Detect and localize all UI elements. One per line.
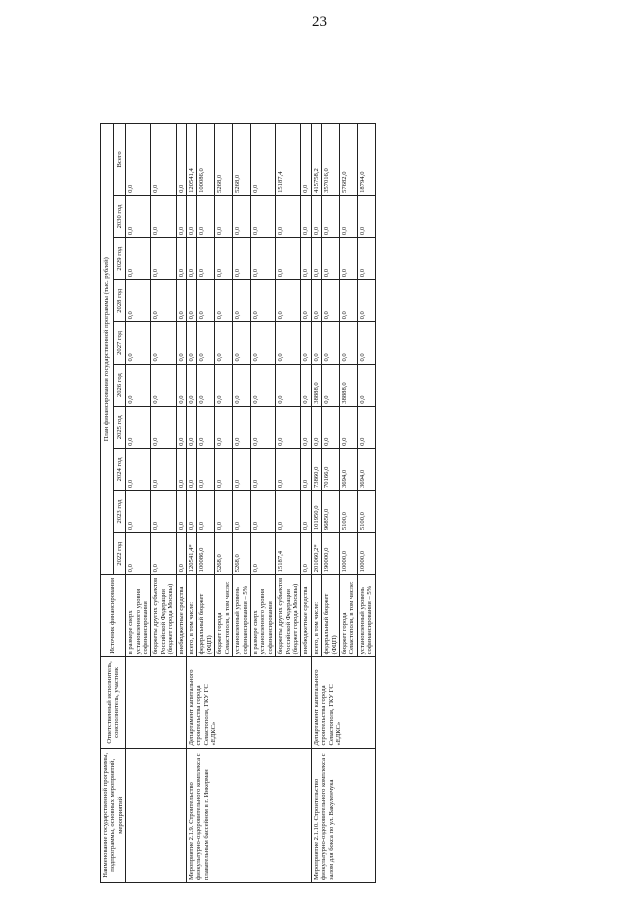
- value-cell: 0,0: [215, 280, 233, 322]
- value-cell: 0,0: [187, 448, 197, 490]
- total-cell: 15187,4: [276, 124, 301, 196]
- value-cell: 0,0: [322, 238, 340, 280]
- value-cell: 0,0: [187, 322, 197, 364]
- total-cell: 57682,0: [339, 124, 357, 196]
- value-cell: 0,0: [311, 280, 321, 322]
- value-cell: 0,0: [176, 195, 186, 237]
- value-cell: 0,0: [126, 491, 151, 533]
- value-cell: 70166,0: [322, 448, 340, 490]
- table-row: [311, 124, 321, 883]
- responsible-cell: Департамент капитального строительства города Севастополя, ГКУ ГС «ЕДКС»: [311, 657, 375, 748]
- value-cell: 0,0: [322, 406, 340, 448]
- value-cell: 0,0: [276, 448, 301, 490]
- value-cell: 0,0: [176, 533, 186, 575]
- value-cell: 0,0: [233, 448, 251, 490]
- total-cell: 0,0: [301, 124, 311, 196]
- value-cell: 0,0: [250, 195, 275, 237]
- value-cell: 0,0: [151, 195, 176, 237]
- value-cell: 5100,0: [357, 491, 375, 533]
- source-cell: внебюджетные средства: [301, 575, 311, 657]
- value-cell: 0,0: [301, 406, 311, 448]
- value-cell: 201060,2*: [311, 533, 321, 575]
- value-cell: 0,0: [339, 406, 357, 448]
- source-cell: в размере сверх установленного уровня софинансирования: [126, 575, 151, 657]
- value-cell: 0,0: [215, 322, 233, 364]
- value-cell: 38888,0: [311, 364, 321, 406]
- value-cell: 190000,0: [322, 533, 340, 575]
- value-cell: 0,0: [357, 406, 375, 448]
- value-cell: 0,0: [215, 364, 233, 406]
- value-cell: 0,0: [276, 280, 301, 322]
- total-cell: 0,0: [250, 124, 275, 196]
- value-cell: 0,0: [176, 448, 186, 490]
- value-cell: 0,0: [339, 322, 357, 364]
- value-cell: 0,0: [197, 238, 215, 280]
- value-cell: 0,0: [357, 195, 375, 237]
- total-cell: 415758,2: [311, 124, 321, 196]
- value-cell: 0,0: [250, 533, 275, 575]
- value-cell: 0,0: [322, 195, 340, 237]
- value-cell: 0,0: [250, 280, 275, 322]
- value-cell: 0,0: [215, 448, 233, 490]
- header-year: 2025 год: [113, 406, 126, 448]
- value-cell: 0,0: [126, 195, 151, 237]
- value-cell: 0,0: [357, 364, 375, 406]
- value-cell: 0,0: [126, 448, 151, 490]
- total-cell: 120541,4: [187, 124, 197, 196]
- value-cell: 0,0: [233, 195, 251, 237]
- source-cell: установленный уровень софинансирования – 5%: [357, 575, 375, 657]
- table-row: [187, 124, 197, 883]
- value-cell: 0,0: [301, 491, 311, 533]
- header-year: 2030 год: [113, 195, 126, 237]
- value-cell: 5268,0: [233, 533, 251, 575]
- header-source: Источник финансирования: [101, 575, 126, 657]
- value-cell: 0,0: [233, 364, 251, 406]
- source-cell: внебюджетные средства: [176, 575, 186, 657]
- value-cell: 0,0: [301, 322, 311, 364]
- value-cell: 0,0: [215, 406, 233, 448]
- value-cell: 0,0: [151, 280, 176, 322]
- value-cell: 0,0: [151, 533, 176, 575]
- value-cell: 0,0: [187, 491, 197, 533]
- table-body: [126, 124, 375, 883]
- value-cell: 0,0: [322, 322, 340, 364]
- responsible-cell: Департамент капитального строительства города Севастополя, ГКУ ГС «ЕДКС»: [187, 657, 312, 748]
- value-cell: 15187,4: [276, 533, 301, 575]
- value-cell: 0,0: [197, 364, 215, 406]
- header-year: 2029 год: [113, 238, 126, 280]
- source-cell: федеральный бюджет (ФЦП): [322, 575, 340, 657]
- value-cell: 3694,0: [339, 448, 357, 490]
- value-cell: 0,0: [250, 491, 275, 533]
- header-name: Наименование государственной программы, подпрограммы, основных мероприятий, мероприятий: [101, 748, 126, 882]
- value-cell: 0,0: [176, 238, 186, 280]
- header-plan-title: План финансирования государственной программы (тыс. рублей): [101, 124, 114, 575]
- value-cell: 0,0: [311, 322, 321, 364]
- value-cell: 0,0: [311, 406, 321, 448]
- source-cell: установленный уровень софинансирования – 5%: [233, 575, 251, 657]
- total-cell: 0,0: [126, 124, 151, 196]
- value-cell: 0,0: [197, 322, 215, 364]
- source-cell: бюджет города Севастополя, в том числе:: [215, 575, 233, 657]
- value-cell: 0,0: [322, 280, 340, 322]
- header-year: 2028 год: [113, 280, 126, 322]
- value-cell: 0,0: [250, 364, 275, 406]
- value-cell: 0,0: [301, 448, 311, 490]
- value-cell: 0,0: [339, 195, 357, 237]
- source-cell: в размере сверх установленного уровня софинансирования: [250, 575, 275, 657]
- value-cell: 0,0: [276, 491, 301, 533]
- page-number: 23: [312, 14, 327, 30]
- header-year: 2027 год: [113, 322, 126, 364]
- value-cell: 0,0: [276, 364, 301, 406]
- value-cell: 0,0: [215, 238, 233, 280]
- value-cell: 96850,0: [322, 491, 340, 533]
- value-cell: 0,0: [233, 238, 251, 280]
- value-cell: 100086,0: [197, 533, 215, 575]
- value-cell: 0,0: [187, 280, 197, 322]
- value-cell: 0,0: [126, 406, 151, 448]
- value-cell: 38888,0: [339, 364, 357, 406]
- value-cell: 0,0: [357, 322, 375, 364]
- value-cell: 0,0: [176, 491, 186, 533]
- financing-table: [100, 123, 376, 883]
- value-cell: 3694,0: [357, 448, 375, 490]
- value-cell: 0,0: [233, 280, 251, 322]
- total-cell: 18794,0: [357, 124, 375, 196]
- value-cell: 0,0: [187, 406, 197, 448]
- value-cell: 0,0: [301, 280, 311, 322]
- value-cell: 0,0: [151, 491, 176, 533]
- value-cell: 0,0: [357, 280, 375, 322]
- header-year: 2023 год: [113, 491, 126, 533]
- value-cell: 0,0: [126, 238, 151, 280]
- value-cell: 0,0: [301, 195, 311, 237]
- value-cell: 0,0: [151, 322, 176, 364]
- value-cell: 0,0: [250, 448, 275, 490]
- value-cell: 0,0: [187, 195, 197, 237]
- header-year: 2026 год: [113, 364, 126, 406]
- measure-name-cell: Мероприятие 2.1.9. Строительство физкультурно-оздоровительного комплекса с плавательным бассейном в г. Инкерман: [187, 748, 312, 882]
- measure-name-cell: Мероприятие 2.1.10. Строительство физкультурно-оздоровительного комплекса с залом для бокса по ул. Вакуленчука: [311, 748, 375, 882]
- value-cell: 0,0: [311, 195, 321, 237]
- value-cell: 0,0: [176, 364, 186, 406]
- value-cell: 0,0: [276, 322, 301, 364]
- value-cell: 0,0: [233, 322, 251, 364]
- source-cell: бюджеты других субъектов Российской Федерации (бюджет города Москвы): [151, 575, 176, 657]
- value-cell: 0,0: [301, 364, 311, 406]
- value-cell: 0,0: [176, 322, 186, 364]
- header-year: 2022 год: [113, 533, 126, 575]
- value-cell: 0,0: [197, 195, 215, 237]
- value-cell: 0,0: [276, 195, 301, 237]
- value-cell: 5268,0: [215, 533, 233, 575]
- value-cell: 0,0: [151, 364, 176, 406]
- total-cell: 5268,0: [215, 124, 233, 196]
- header-year: 2024 год: [113, 448, 126, 490]
- total-cell: 5268,0: [233, 124, 251, 196]
- empty-name-cell: [126, 748, 187, 882]
- value-cell: 0,0: [250, 322, 275, 364]
- value-cell: 0,0: [197, 491, 215, 533]
- value-cell: 10000,0: [357, 533, 375, 575]
- source-cell: бюджет города Севастополя, в том числе:: [339, 575, 357, 657]
- total-cell: 0,0: [151, 124, 176, 196]
- value-cell: 0,0: [187, 238, 197, 280]
- source-cell: федеральный бюджет (ФЦП): [197, 575, 215, 657]
- value-cell: 0,0: [339, 280, 357, 322]
- total-cell: 357016,0: [322, 124, 340, 196]
- value-cell: 10000,0: [339, 533, 357, 575]
- value-cell: 0,0: [276, 238, 301, 280]
- value-cell: 0,0: [250, 238, 275, 280]
- value-cell: 0,0: [197, 406, 215, 448]
- header-responsible: Ответственный исполнитель, соисполнитель, участник: [101, 657, 126, 748]
- value-cell: 5100,0: [339, 491, 357, 533]
- total-cell: 0,0: [176, 124, 186, 196]
- value-cell: 0,0: [197, 448, 215, 490]
- value-cell: 0,0: [176, 406, 186, 448]
- value-cell: 0,0: [339, 238, 357, 280]
- table-row: [126, 124, 151, 883]
- value-cell: 0,0: [233, 406, 251, 448]
- value-cell: 0,0: [126, 533, 151, 575]
- value-cell: 0,0: [301, 238, 311, 280]
- value-cell: 0,0: [126, 364, 151, 406]
- value-cell: 73860,0: [311, 448, 321, 490]
- value-cell: 101950,0: [311, 491, 321, 533]
- value-cell: 0,0: [357, 238, 375, 280]
- total-cell: 100086,0: [197, 124, 215, 196]
- value-cell: 0,0: [151, 238, 176, 280]
- header-total: Всего: [113, 124, 126, 196]
- value-cell: 0,0: [276, 406, 301, 448]
- value-cell: 0,0: [322, 364, 340, 406]
- value-cell: 0,0: [176, 280, 186, 322]
- value-cell: 0,0: [151, 448, 176, 490]
- value-cell: 0,0: [215, 491, 233, 533]
- value-cell: 0,0: [126, 280, 151, 322]
- value-cell: 0,0: [233, 491, 251, 533]
- value-cell: 0,0: [126, 322, 151, 364]
- source-cell: бюджеты других субъектов Российской Федерации (бюджет города Москвы): [276, 575, 301, 657]
- value-cell: 0,0: [215, 195, 233, 237]
- value-cell: 0,0: [250, 406, 275, 448]
- value-cell: 0,0: [197, 280, 215, 322]
- value-cell: 0,0: [311, 238, 321, 280]
- value-cell: 0,0: [187, 364, 197, 406]
- source-cell: всего, в том числе:: [187, 575, 197, 657]
- value-cell: 0,0: [301, 533, 311, 575]
- empty-responsible-cell: [126, 657, 187, 748]
- value-cell: 0,0: [151, 406, 176, 448]
- rotated-table-wrapper: [100, 123, 634, 883]
- source-cell: всего, в том числе:: [311, 575, 321, 657]
- value-cell: 120541,4*: [187, 533, 197, 575]
